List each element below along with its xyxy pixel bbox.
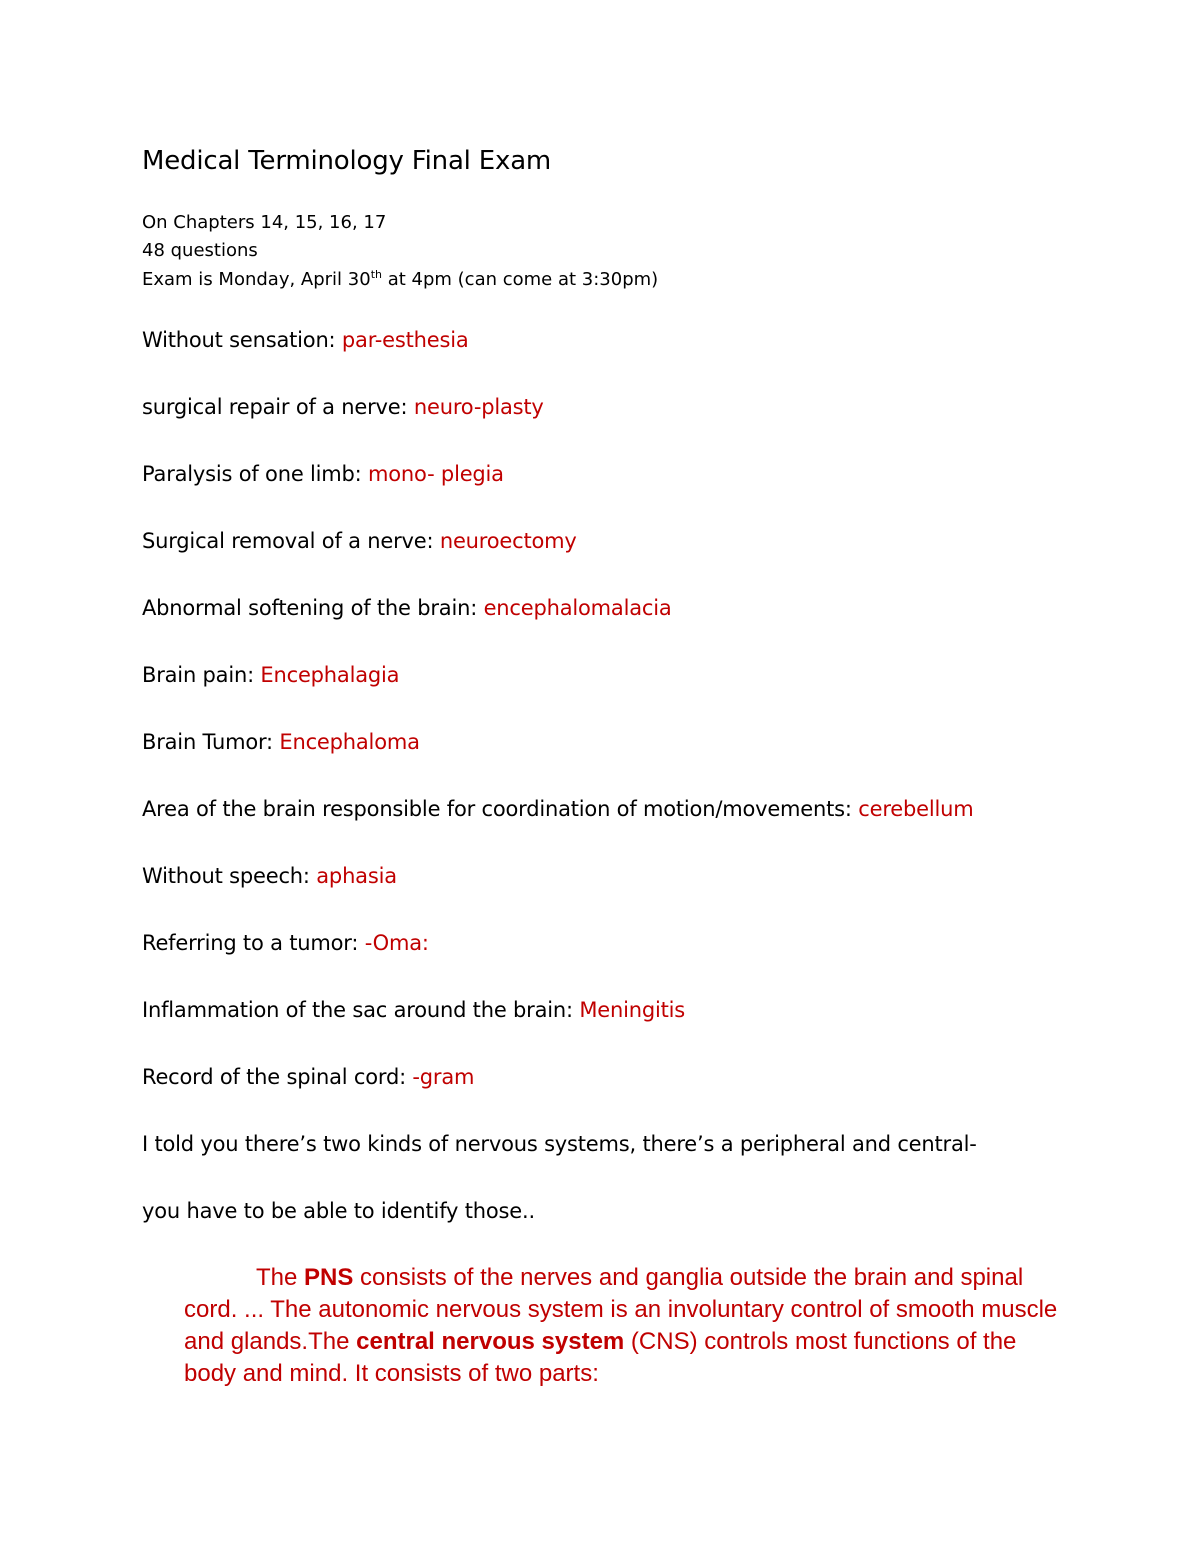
term-answer: mono- plegia: [368, 462, 504, 486]
term-prompt: surgical repair of a nerve:: [142, 395, 414, 419]
quote-part-1: The: [256, 1264, 305, 1291]
note-line-1: I told you there’s two kinds of nervous systems, there’s a peripheral and central-: [142, 1132, 977, 1156]
term-answer: encephalomalacia: [483, 596, 672, 620]
question-count-line: 48 questions: [142, 240, 258, 261]
chapters-line: On Chapters 14, 15, 16, 17: [142, 212, 387, 233]
term-answer: Encephaloma: [279, 730, 420, 754]
term-answer: -Oma:: [364, 931, 429, 955]
note-line-2: you have to be able to identify those..: [142, 1199, 535, 1223]
term-prompt: Inflammation of the sac around the brain:: [142, 998, 580, 1022]
term-item: [142, 998, 685, 1022]
exam-date-suffix: at 4pm (can come at 3:30pm): [381, 269, 659, 290]
term-answer: cerebellum: [858, 797, 974, 821]
quote-part-3: (CNS) controls most functions of the body and mind. It consists of two parts:: [184, 1328, 1017, 1387]
nervous-system-quote: [184, 1262, 1064, 1390]
quote-part-2: consists of the nerves and ganglia outside the brain and spinal cord. ... The autonomic nervous system is an involuntary control of smooth muscle and glands.The: [184, 1264, 1058, 1355]
term-prompt: Brain pain:: [142, 663, 261, 687]
term-item: [142, 328, 469, 352]
exam-date-sup: th: [370, 268, 382, 281]
term-prompt: Referring to a tumor:: [142, 931, 365, 955]
term-item: [142, 663, 399, 687]
term-prompt: Record of the spinal cord:: [142, 1065, 413, 1089]
term-item: [142, 797, 974, 821]
quote-cns: central nervous system: [356, 1328, 625, 1355]
quote-pns: PNS: [304, 1264, 354, 1291]
term-prompt: Without sensation:: [142, 328, 342, 352]
term-answer: Encephalagia: [260, 663, 400, 687]
term-prompt: Area of the brain responsible for coordination of motion/movements:: [142, 797, 859, 821]
term-prompt: Paralysis of one limb:: [142, 462, 369, 486]
term-item: [142, 462, 504, 486]
term-answer: neuroectomy: [439, 529, 577, 553]
exam-date-prefix: Exam is Monday, April 30: [142, 269, 371, 290]
term-item: [142, 931, 429, 955]
term-prompt: Without speech:: [142, 864, 317, 888]
term-item: [142, 1065, 474, 1089]
term-answer: Meningitis: [579, 998, 686, 1022]
term-answer: -gram: [412, 1065, 475, 1089]
term-item: [142, 529, 577, 553]
term-item: [142, 395, 544, 419]
term-prompt: Brain Tumor:: [142, 730, 280, 754]
term-answer: neuro-plasty: [413, 395, 544, 419]
term-item: [142, 864, 397, 888]
term-prompt: Abnormal softening of the brain:: [142, 596, 484, 620]
term-answer: par-esthesia: [341, 328, 469, 352]
page-title: Medical Terminology Final Exam: [142, 146, 552, 176]
term-item: [142, 730, 420, 754]
term-prompt: Surgical removal of a nerve:: [142, 529, 440, 553]
exam-date-line: [142, 268, 658, 290]
term-answer: aphasia: [316, 864, 397, 888]
term-item: [142, 596, 672, 620]
